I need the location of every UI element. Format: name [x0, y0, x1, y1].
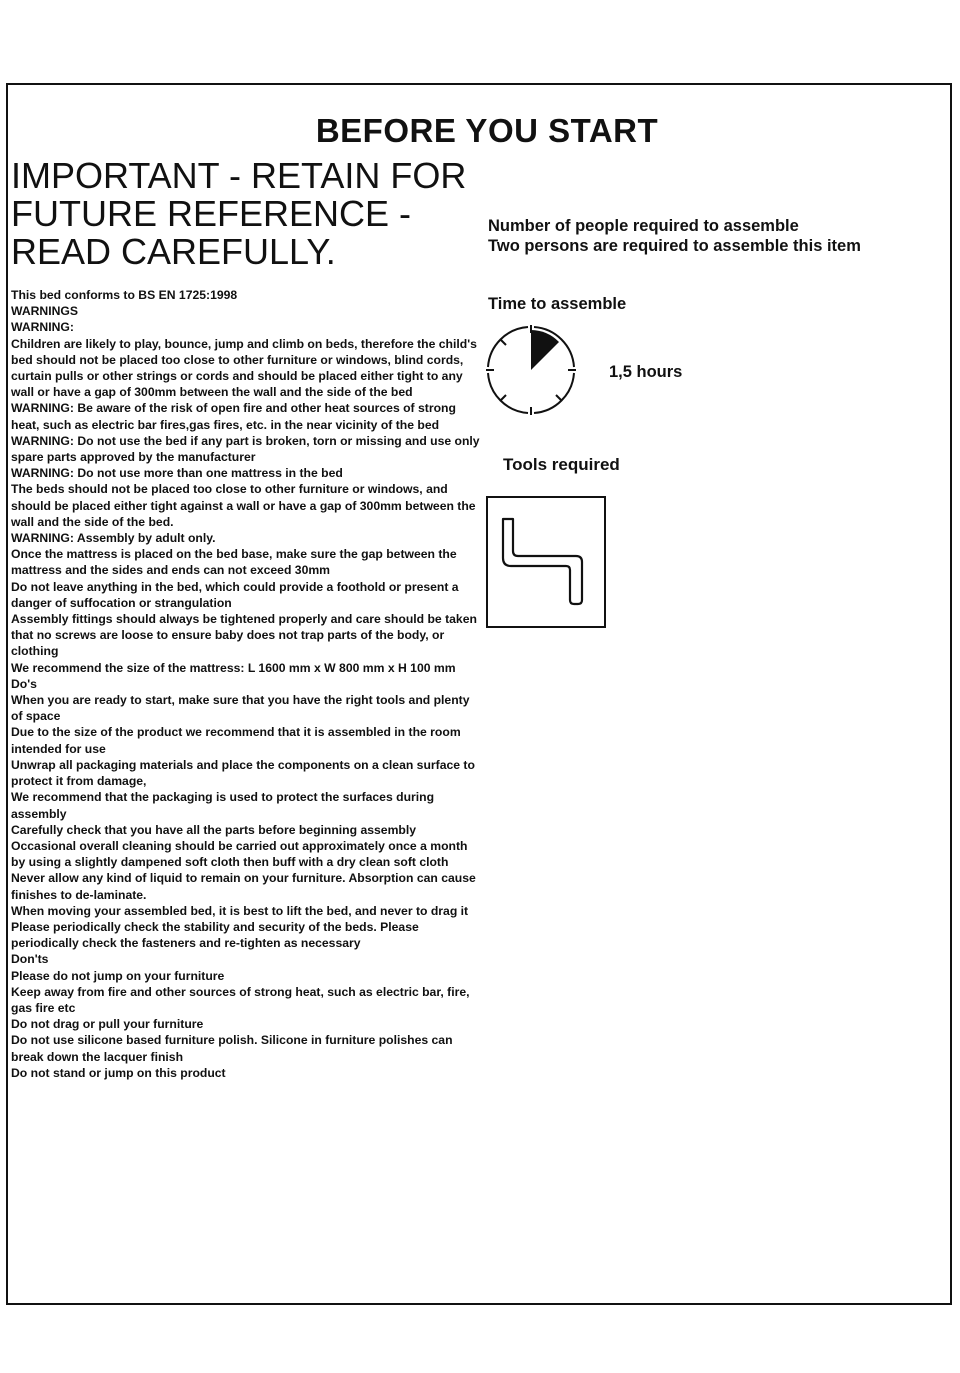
instruction-line: We recommend the size of the mattress: L 1600 mm x W 800 mm x H 100 mm [11, 660, 456, 675]
instruction-line: Due to the size of the product we recommend that it is assembled in the room intended for use [11, 725, 461, 756]
instruction-line: The beds should not be placed too close to other furniture or windows, and should be placed either tight against a wall or have a gap of 300mm between the wall and the side of the bed. [11, 482, 476, 529]
instruction-line: Children are likely to play, bounce, jump and climb on beds, therefore the child's bed should not be placed too close to other furniture or windows, blind cords, curtain pulls or other strings or cords and should be placed either tight to any wall or have a gap of 300mm between the wall and the side of the bed [11, 336, 477, 400]
instruction-line: Do not use silicone based furniture polish. Silicone in furniture polishes can break down the lacquer finish [11, 1033, 453, 1064]
instruction-line: Please periodically check the stability and security of the beds. Please periodically check the fasteners and re-tighten as necessary [11, 919, 419, 951]
instruction-line: WARNING: Do not use more than one mattress in the bed [11, 466, 343, 481]
instruction-line: WARNING: Be aware of the risk of open fire and other heat sources of strong heat, such as electric bar fires,gas fires, etc. in the near vicinity of the bed [11, 401, 456, 432]
instruction-line: Keep away from fire and other sources of strong heat, such as electric bar, fire, gas fire etc [11, 984, 470, 1015]
instruction-line: WARNINGS [11, 304, 79, 319]
instruction-line: Carefully check that you have all the parts before beginning assembly [11, 822, 417, 837]
instruction-line: Once the mattress is placed on the bed base, make sure the gap between the mattress and the sides and ends can not exceed 30mm [11, 547, 457, 578]
instruction-line: When you are ready to start, make sure that you have the right tools and plenty of space [11, 693, 470, 724]
instruction-line: Unwrap all packaging materials and place the components on a clean surface to protect it from damage, [11, 757, 475, 789]
people-text: Two persons are required to assemble this item [488, 237, 861, 255]
instruction-line: Never allow any kind of liquid to remain on your furniture. Absorption can cause finishes to de-laminate. [11, 871, 476, 902]
instruction-line: Assembly fittings should always be tightened properly and care should be taken that no screws are loose to ensure baby does not trap parts of the body, or clothing [11, 612, 477, 659]
instruction-line: When moving your assembled bed, it is best to lift the bed, and never to drag it [11, 903, 469, 918]
instruction-line: This bed conforms to BS EN 1725:1998 [11, 288, 238, 302]
instructions-text [11, 287, 483, 1081]
instruction-line: Do not leave anything in the bed, which could provide a foothold or present a danger of suffocation or strangulation [11, 579, 459, 610]
instruction-line: Please do not jump on your furniture [11, 968, 225, 983]
allen-key-icon [486, 496, 607, 629]
instruction-line: Do's [11, 676, 37, 691]
time-heading: Time to assemble [488, 295, 627, 313]
instruction-line: Don'ts [11, 952, 49, 967]
instruction-line: Do not stand or jump on this product [11, 1065, 226, 1080]
instruction-line: WARNING: Do not use the bed if any part is broken, torn or missing and use only spare parts approved by the manufacturer [11, 433, 480, 465]
instruction-line: WARNING: [11, 320, 74, 335]
instruction-line: We recommend that the packaging is used to protect the surfaces during assembly [11, 790, 435, 821]
time-value: 1,5 hours [609, 363, 683, 381]
instruction-line: Occasional overall cleaning should be carried out approximately once a month by using a slightly dampened soft cloth then buff with a dry clean soft cloth [11, 838, 468, 870]
important-heading: IMPORTANT - RETAIN FOR FUTURE REFERENCE - READ CAREFULLY. [11, 155, 467, 272]
people-heading: Number of people required to assemble [488, 217, 799, 235]
instruction-line: WARNING: Assembly by adult only. [11, 531, 216, 546]
instruction-line: Do not drag or pull your furniture [11, 1017, 204, 1032]
page-title: BEFORE YOU START [315, 112, 659, 149]
clock-icon [486, 325, 576, 415]
tools-heading: Tools required [503, 455, 620, 474]
